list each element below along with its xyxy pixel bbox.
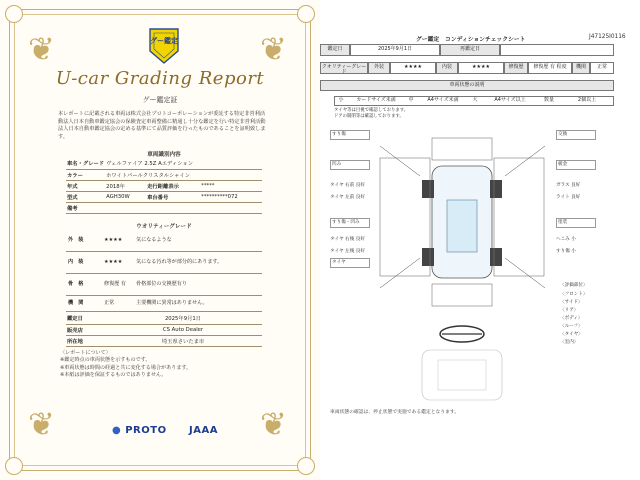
jaaa-logo: [189, 425, 218, 436]
quality-section-heading: ウオリティーグレード: [136, 224, 192, 230]
year-label: 年式: [66, 180, 105, 191]
check-point-label: すり傷・凹み: [332, 220, 360, 225]
corner-ornament: [5, 457, 23, 475]
exterior-value: ★★★★: [404, 64, 422, 70]
vehicle-info-table: [66, 158, 262, 214]
corner-ornament: [5, 5, 23, 23]
grade-label: 骨 格: [68, 281, 84, 287]
grade-row: [66, 296, 262, 312]
engine-value: 正常: [596, 64, 607, 70]
table-row: [66, 313, 262, 324]
notes-heading: 〈レポートについて〉: [60, 350, 111, 356]
proto-mark-icon: ●: [112, 425, 122, 436]
note-line: ※鑑定時点の車両状態を示すものです。: [60, 357, 151, 364]
table-row: [66, 324, 262, 335]
side-note: タイヤ 右前 良好: [330, 183, 365, 188]
table-row: [66, 202, 262, 213]
flourish-ornament: ❦: [260, 30, 287, 68]
reissue-value-cell: [500, 44, 614, 56]
date-value: 2025年9月1日: [104, 313, 262, 324]
certificate-title: U-car Grading Report: [55, 68, 265, 89]
grade-row: [66, 274, 262, 296]
certificate-intro: 本レポートに記載される車両は株式会社プロトコーポレーションが委託する特定非営利活動法人日本自動車鑑定協会の保険査定車両整備に精通し十分な鑑定を行い特定非営利活動法人日本自動車鑑定協会の定める基準にて品質評価を行ったものであることを証明致します。: [58, 111, 266, 140]
side-note: タイヤ 左後 良好: [330, 249, 365, 254]
sheet-doc-number: J47125I0116: [589, 34, 626, 40]
size-count-value: 2個以上: [577, 97, 597, 103]
reissue-label: 再鑑定日: [459, 46, 480, 52]
goo-appraisal-logo: [147, 27, 181, 65]
engine-label: 機関: [575, 64, 586, 70]
date-label: 鑑定日: [327, 46, 343, 52]
grade-stars: 修復歴 有: [104, 281, 126, 287]
flourish-ornament: ❦: [260, 405, 287, 443]
check-point-label: 塗装: [558, 220, 568, 225]
sheet-title: グー鑑定 コンディションチェックシート: [416, 37, 526, 43]
size-note: タイヤ等は目視で確認しております。: [334, 108, 409, 113]
condition-check-sheet: [320, 0, 640, 480]
check-point-label: タイヤ: [332, 260, 346, 265]
table-row: [66, 335, 262, 346]
size-small-label: 小: [338, 97, 344, 103]
check-point-label: すり傷: [332, 132, 346, 137]
date-label: 鑑定日: [66, 313, 104, 324]
sheet-footer: 車両状態の確認は、停止状態で実施である鑑定となります。: [330, 410, 460, 415]
inspection-item: 〈サイド〉: [560, 300, 583, 305]
model-label: 型式: [66, 191, 105, 202]
grade-desc: 骨格部位の交換歴有り: [136, 281, 187, 287]
check-point-label: 板金: [558, 162, 568, 167]
size-large-label: 大: [472, 97, 478, 103]
interior-value: ★★★★: [472, 64, 490, 70]
mileage-value: *****: [200, 180, 262, 191]
side-note: タイヤ 右後 良好: [330, 237, 365, 242]
grade-label: 外 装: [68, 237, 84, 243]
vehicle-section-heading: 車両識別内容: [147, 152, 181, 158]
note-line: ※車両状態は時間の経過と共に変化する場合があります。: [60, 364, 192, 371]
location-label: 所在地: [66, 335, 104, 346]
size-count-label: 数量: [543, 97, 554, 103]
grade-desc: 気になる汚れ等が部分的にあります。: [136, 259, 223, 265]
corner-ornament: [297, 5, 315, 23]
field-value: ヴェルファイア 2.5Z Aエディション: [105, 158, 262, 169]
inspection-item: 〈フロント〉: [560, 292, 588, 297]
flourish-ornament: ❦: [28, 30, 55, 68]
check-point-label: 交換: [558, 132, 568, 137]
side-note: へこみ 小: [556, 237, 576, 242]
frame-label: 車台番号: [146, 191, 200, 202]
location-value: 埼玉県さいたま市: [104, 335, 262, 346]
grade-stars: ★★★★: [104, 237, 123, 243]
year-value: 2018年: [105, 180, 146, 191]
note-line: ※本紙は評価を保証するものではありません。: [60, 371, 167, 378]
inspection-item: 〈室内〉: [560, 340, 579, 345]
grade-stars: 正常: [104, 300, 115, 306]
side-note: ライト 良好: [556, 195, 581, 200]
side-note: タイヤ 左前 良好: [330, 195, 365, 200]
logo-text: グー鑑定: [150, 37, 178, 45]
model-value: AGH30W: [105, 191, 146, 202]
inspection-item: 〈リア〉: [560, 308, 579, 313]
grade-desc: 主要機関に異常はありません。: [136, 300, 208, 306]
grade-desc: 気になるような: [136, 237, 172, 243]
repair-value: 修復歴 有 程度: [533, 64, 567, 70]
grade-row: [66, 252, 262, 274]
legend-note: ドアの開閉等は確認しております。: [334, 114, 404, 119]
proto-logo-text: PROTO: [125, 425, 167, 436]
size-medium-value: A4サイズ未満: [427, 97, 459, 103]
size-medium-label: 中: [408, 97, 414, 103]
field-label: 車名・グレード: [66, 158, 105, 169]
table-row: [66, 180, 262, 191]
side-note: すり傷 小: [556, 249, 576, 254]
field-label: カラー: [66, 169, 105, 180]
frame-value: **********072: [200, 191, 262, 202]
grade-stars: ★★★★: [104, 259, 123, 265]
grade-label: 内 装: [68, 259, 84, 265]
side-note: ガラス 良好: [556, 183, 581, 188]
dealer-value: CS Auto Dealer: [104, 324, 262, 335]
grade-label: 機 関: [68, 300, 84, 306]
exterior-label: 外装: [373, 64, 384, 70]
inspection-heading: 〈評価部位〉: [560, 283, 588, 288]
inspection-item: 〈タイヤ〉: [560, 332, 583, 337]
remarks-label: 備考: [66, 202, 105, 213]
repair-label: 修復歴: [508, 64, 524, 70]
table-row: [66, 191, 262, 202]
dealer-table: [66, 313, 262, 347]
report-notes: [60, 350, 268, 379]
table-row: [66, 158, 262, 169]
date-value: 2025年9月1日: [377, 46, 413, 52]
state-section-heading: 車両状態の説明: [449, 82, 485, 88]
table-row: [66, 169, 262, 180]
proto-logo: [112, 425, 167, 436]
dealer-label: 販売店: [66, 324, 104, 335]
grade-label: クオリティーグレード: [321, 64, 367, 75]
mileage-label: 走行距離表示: [146, 180, 200, 191]
interior-label: 内装: [441, 64, 452, 70]
size-large-value: A4サイズ以上: [494, 97, 526, 103]
field-value: ホワイトパールクリスタルシャイン: [105, 169, 262, 180]
inspection-item: 〈ルーフ〉: [560, 324, 583, 329]
check-point-label: 凹み: [332, 162, 342, 167]
grade-row: [66, 230, 262, 252]
certificate-subtitle: グー鑑定証: [142, 96, 178, 104]
corner-ornament: [297, 457, 315, 475]
size-small-value: カードサイズ未満: [356, 97, 396, 103]
flourish-ornament: ❦: [28, 405, 55, 443]
jaaa-logo-text: JAAA: [189, 425, 218, 436]
inspection-item: 〈ボディ〉: [560, 316, 583, 321]
